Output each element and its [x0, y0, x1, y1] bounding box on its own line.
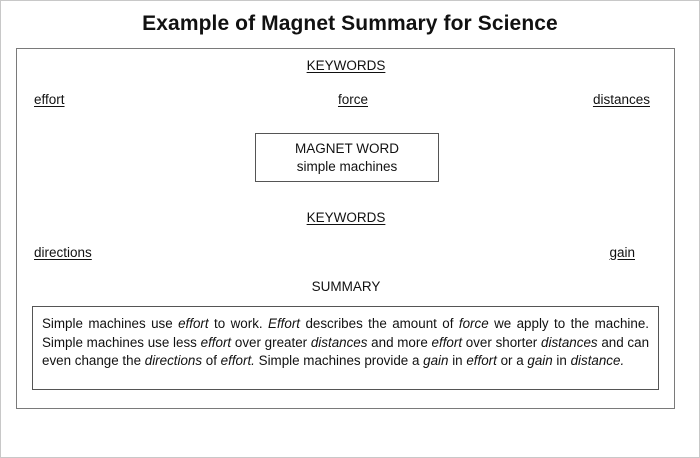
summary-run: we apply to the machine. Simple machines use less [42, 316, 649, 350]
top-keywords-heading: KEYWORDS [306, 58, 386, 73]
summary-run: to work. [208, 316, 269, 331]
summary-run: over shorter [462, 334, 542, 350]
magnet-word: simple machines [296, 159, 398, 174]
page-title: Example of Magnet Summary for Science [142, 12, 558, 35]
summary-run: and can even change the [42, 334, 650, 368]
summary-keyword: distances [541, 334, 598, 350]
summary-keyword: Effort [268, 316, 301, 331]
keyword-gain: gain [609, 245, 635, 260]
bottom-keywords-heading: KEYWORDS [306, 210, 386, 225]
summary-keyword: force [458, 316, 489, 331]
summary-run: in [448, 353, 467, 368]
summary-keyword: effort [431, 334, 463, 350]
summary-heading: SUMMARY [311, 279, 381, 294]
summary-run: Simple machines use [42, 316, 179, 331]
summary-keyword: effort [466, 353, 497, 368]
summary-keyword: gain [527, 353, 553, 368]
keyword-directions: directions [34, 245, 92, 260]
summary-run: or a [496, 353, 528, 368]
keyword-effort: effort [34, 92, 65, 107]
summary-run: in [552, 353, 571, 368]
magnet-word-heading: MAGNET WORD [295, 141, 399, 156]
summary-run: Simple machines provide a [254, 353, 424, 368]
summary-run: and more [367, 334, 432, 350]
summary-keyword: effort [178, 316, 209, 331]
keyword-force: force [337, 92, 369, 107]
summary-box [32, 306, 659, 390]
summary-run: over greater [231, 334, 311, 350]
magnet-word-box [255, 133, 439, 182]
summary-keyword: effort. [220, 353, 255, 368]
summary-keyword: distances [310, 334, 368, 350]
summary-keyword: distance. [570, 353, 625, 368]
summary-run: describes the amount of [300, 316, 459, 331]
summary-keyword: gain [423, 353, 449, 368]
summary-run: of [202, 353, 221, 368]
keyword-distances: distances [592, 92, 650, 107]
summary-keyword: directions [144, 353, 203, 368]
summary-text [42, 315, 649, 371]
summary-keyword: effort [200, 334, 232, 350]
